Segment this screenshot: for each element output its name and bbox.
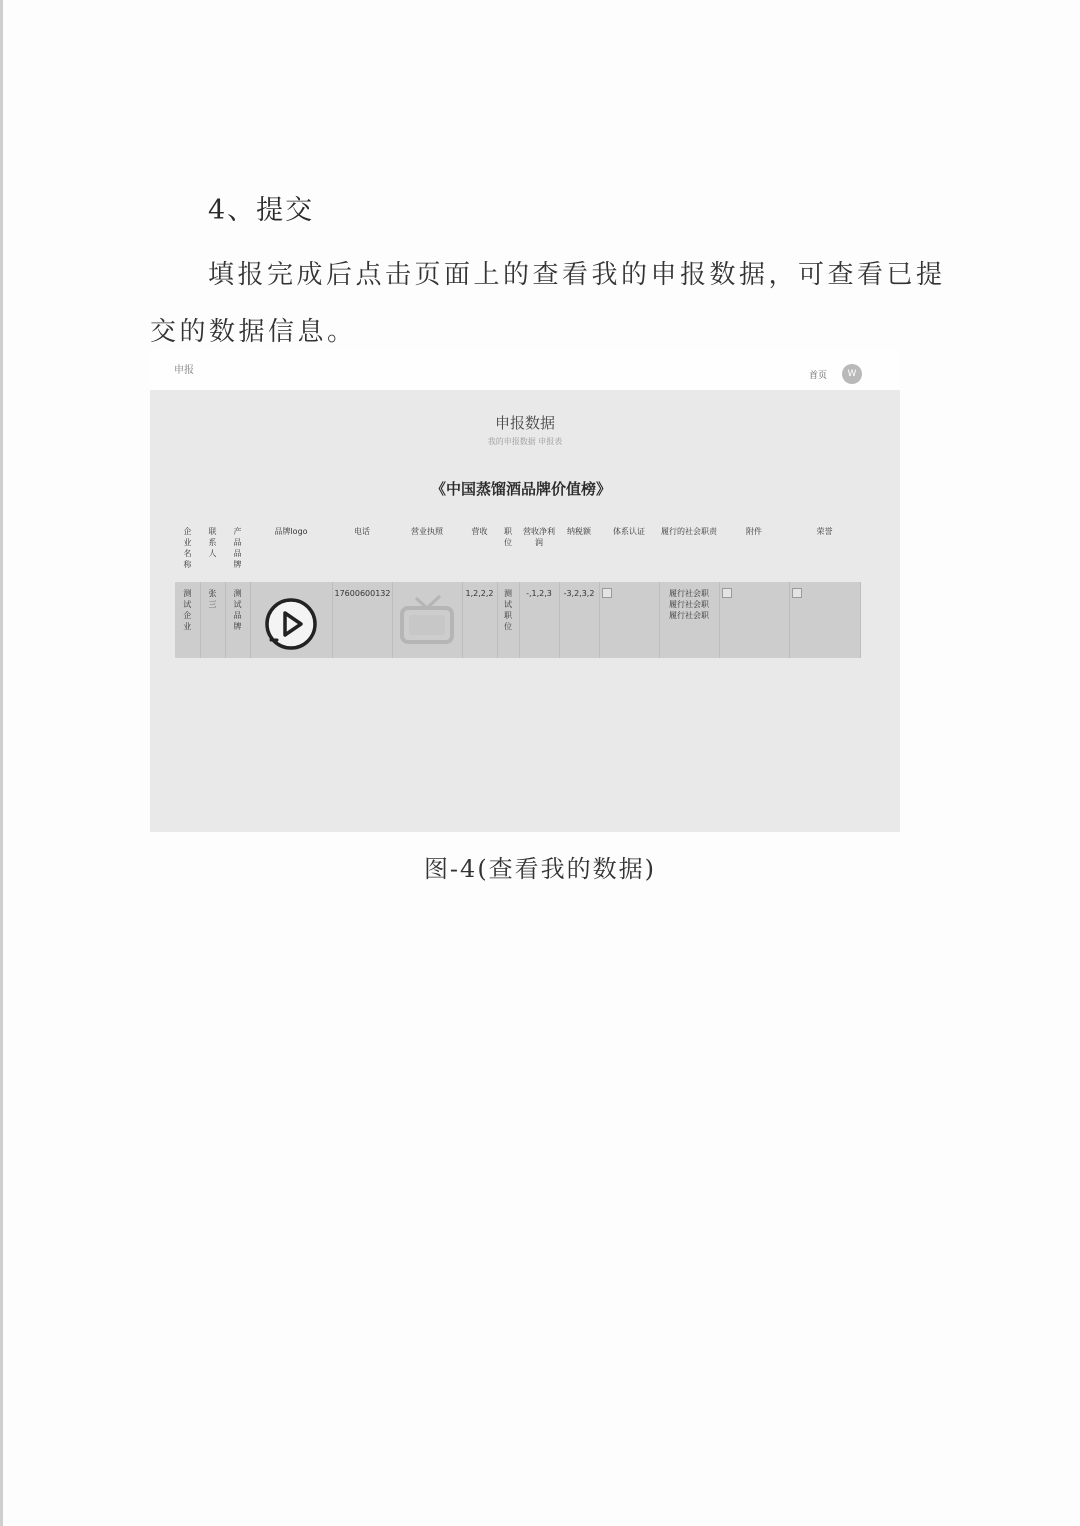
col-header: 附件 [746,527,762,536]
col-header: 营收 [471,527,488,536]
cell-brand-logo [250,582,332,658]
cell-position: 测试职位 [497,582,519,658]
cell-revenue: 1,2,2,2 [462,582,497,658]
cell-tax: -3,2,3,2 [559,582,599,658]
table-header-row [175,520,860,582]
col-header: 职位 [504,527,512,547]
cell-social-duty: 履行社会职履行社会职履行社会职 [659,582,719,658]
cell-business-license [392,582,462,658]
col-header: 产品品牌 [233,527,242,569]
cell-certification [599,582,659,658]
col-header: 电话 [354,527,370,536]
page-edge [0,0,3,1526]
section-heading: 4、提交 [208,195,315,226]
col-header: 营业执照 [411,527,443,536]
col-header: 企业名称 [183,527,192,569]
col-header: 品牌logo [274,527,308,536]
broken-image-icon[interactable] [722,588,732,598]
cell-phone: 17600600132 [332,582,392,658]
col-header: 体系认证 [613,527,645,536]
table-row[interactable] [175,582,860,658]
cell-brand: 测试品牌 [225,582,250,658]
app-topbar [150,350,900,390]
breadcrumb[interactable]: 申报 [174,365,194,376]
cell-honor [789,582,860,658]
submission-table [175,520,861,658]
col-header: 联系人 [208,527,217,558]
col-header: 营收净利润 [523,527,555,547]
play-video-icon[interactable] [263,596,319,652]
col-header: 履行的社会职责 [661,527,717,536]
cell-net-profit: -,1,2,3 [519,582,559,658]
data-panel [150,390,900,832]
paragraph-text: 填报完成后点击页面上的查看我的申报数据，可查看已提交的数据信息。 [150,260,946,347]
instruction-paragraph [150,247,970,361]
cell-contact: 张三 [200,582,225,658]
avatar[interactable]: W [842,364,862,384]
col-header: 荣誉 [816,527,833,536]
panel-title: 申报数据 [494,414,555,432]
nav-home-link[interactable]: 首页 [809,371,828,381]
tv-placeholder-icon [396,594,458,646]
panel-subtitle[interactable]: 我的申报数据 申报表 [487,437,563,446]
broken-image-icon[interactable] [792,588,802,598]
col-header: 纳税额 [567,527,591,536]
ranking-title: 《中国蒸馏酒品牌价值榜》 [430,480,611,498]
figure-caption: 图-4(查看我的数据) [423,855,657,883]
cell-attachment [719,582,789,658]
cell-company: 测试企业 [175,582,200,658]
broken-image-icon [602,588,612,598]
screenshot-figure [150,350,900,832]
